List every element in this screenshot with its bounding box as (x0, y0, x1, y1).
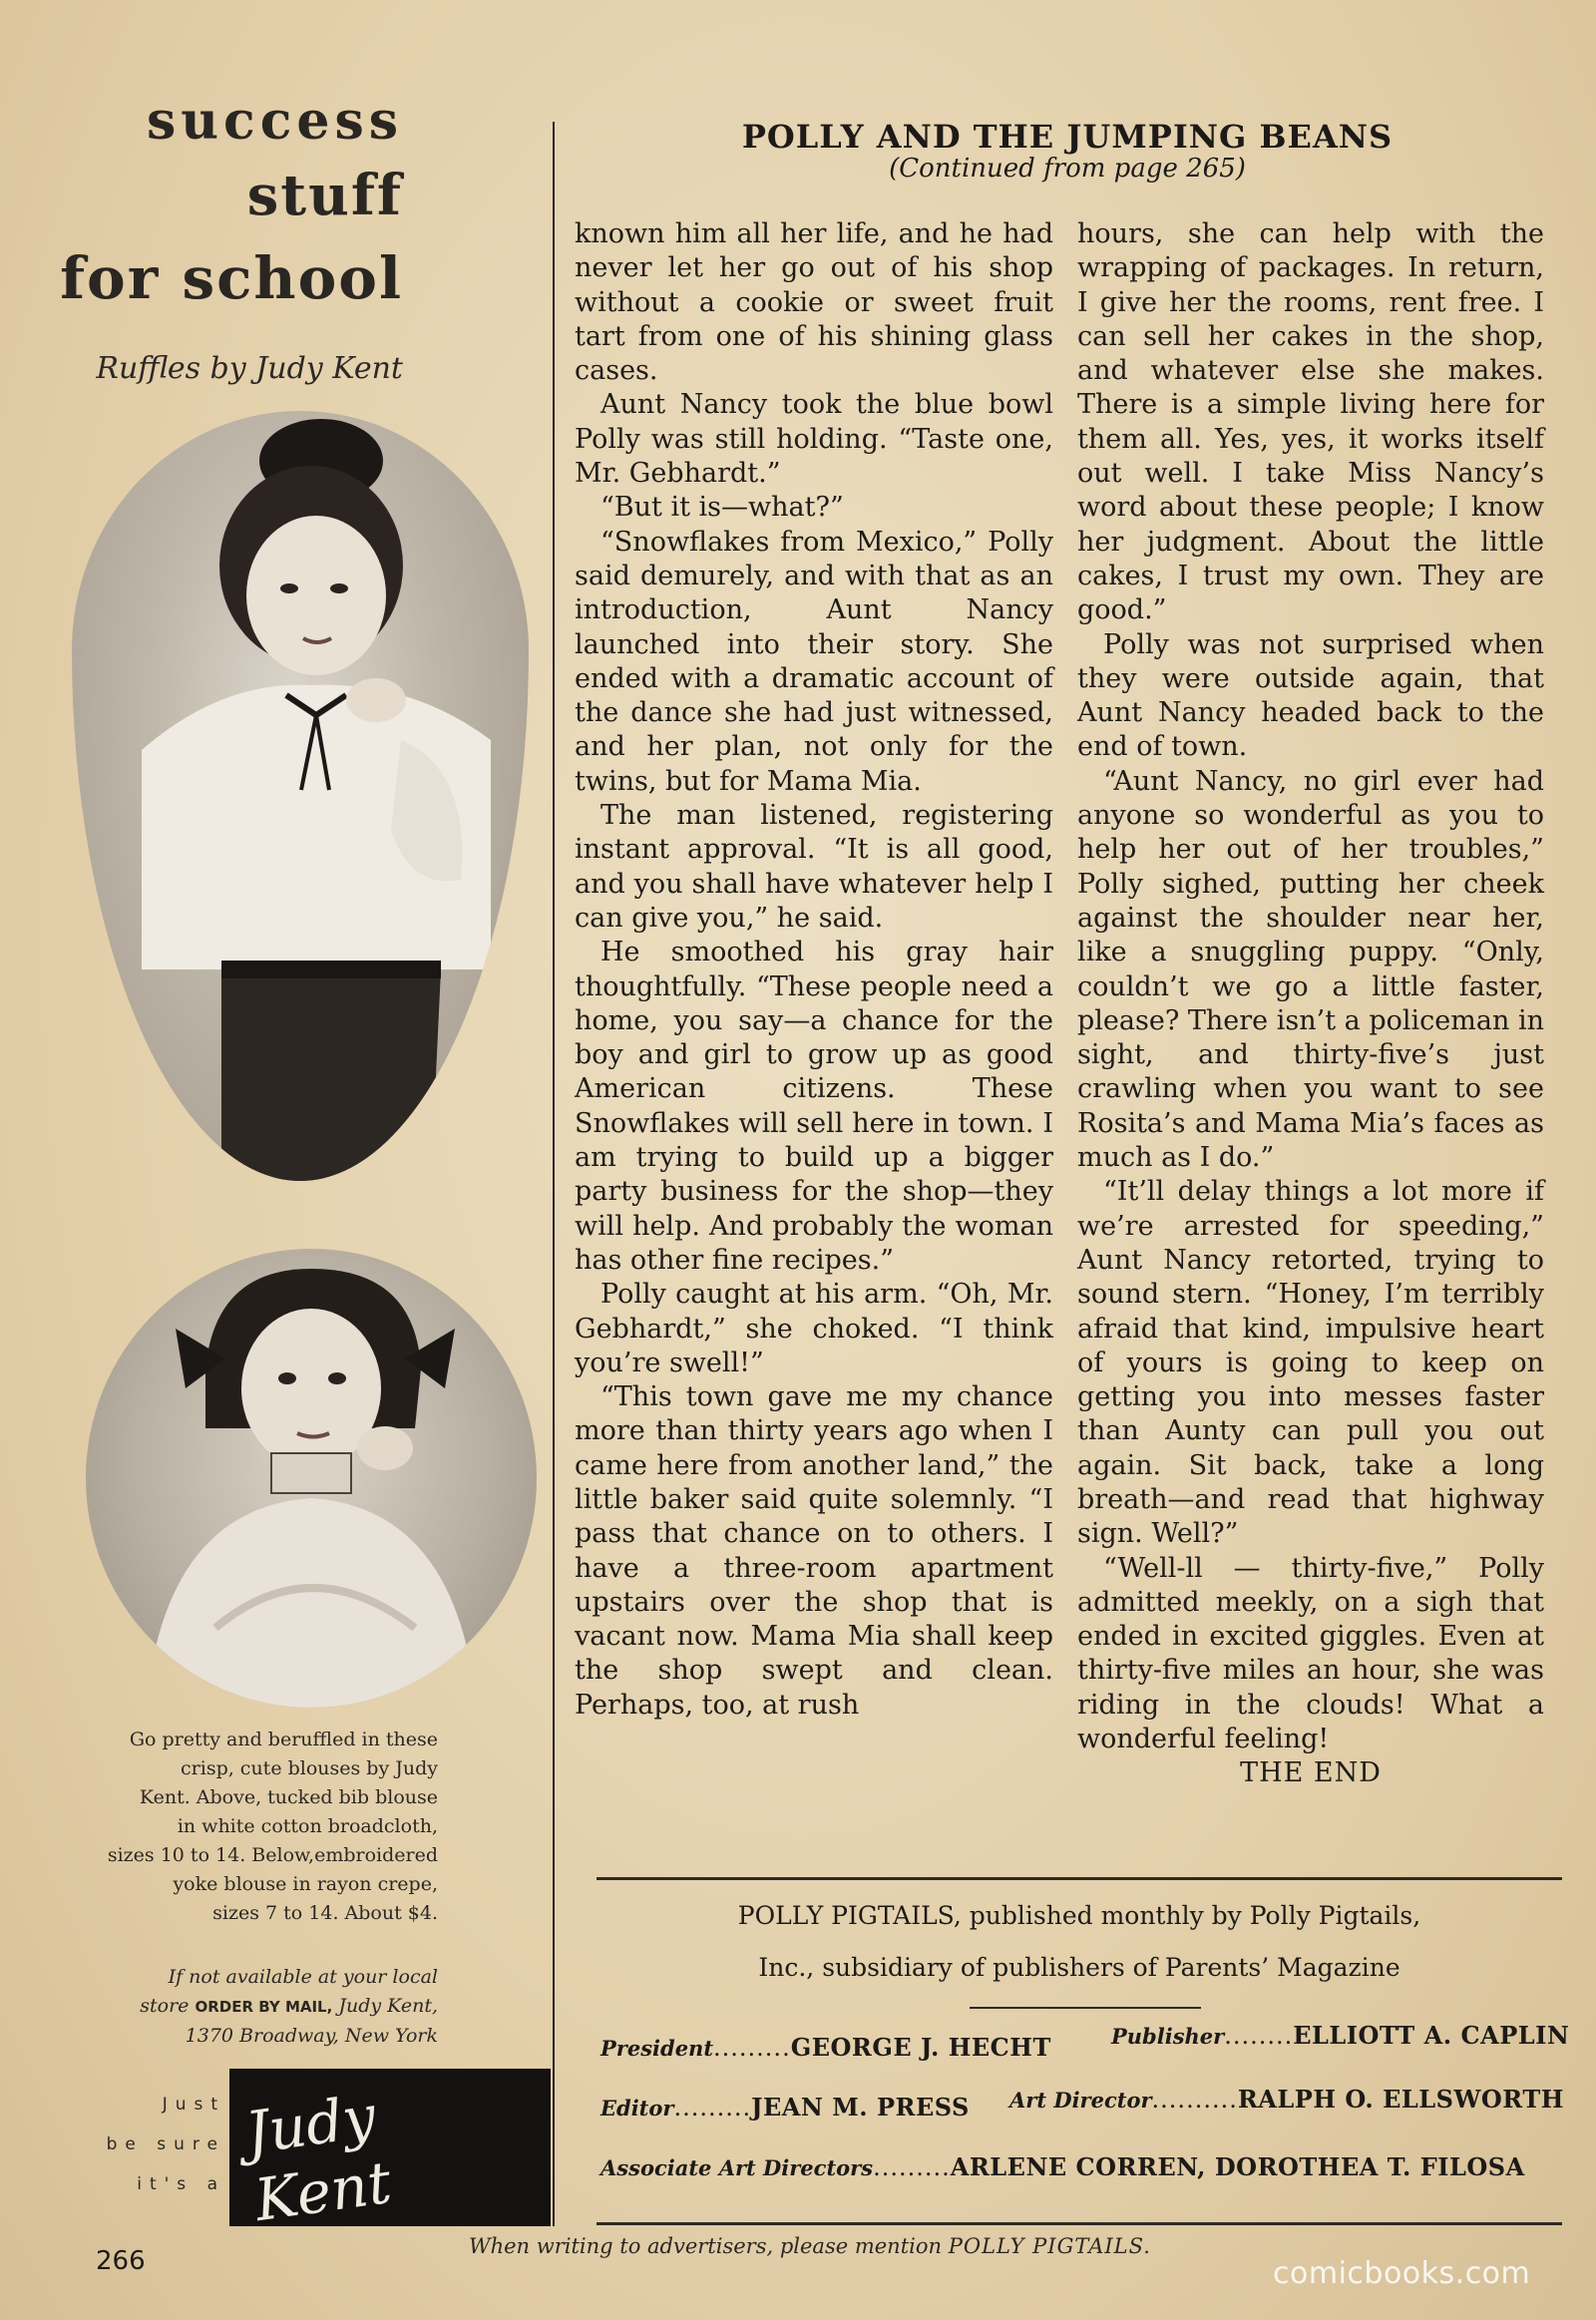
story-paragraph: “But it is—what?” (600, 492, 844, 524)
credit-name: RALPH O. ELLSWORTH (1237, 2085, 1564, 2114)
ad-order-info (64, 1963, 438, 2051)
credit-role: President (600, 2036, 714, 2061)
watermark: comicbooks.com (1273, 2256, 1531, 2291)
story-paragraph: “This town gave me my chance more than thirty years ago when I came here from another land,” the little baker said quite solemnly. “I pass that chance on to others. I have a three-room apartment upstairs over the shop that is vacant now. Mama Mia shall keep the shop swept and clean. Perhaps, too, at rush (575, 1381, 1053, 1721)
ad-caption (64, 1726, 438, 1928)
masthead-top-rule (597, 1877, 1562, 1880)
story-paragraph: “It’ll delay things a lot more if we’re arrested for speeding,” Aunt Nancy retorted, trying to sound stern. “Honey, I’m terribly afraid that kind, impulsive heart of yours is going to keep on getting you into messes faster than Aunty can pull you out again. Sit back, take a long breath—and read that highway sign. Well?” (1077, 1176, 1544, 1550)
credit-associate-art-directors: Associate Art Directors.........ARLENE CORREN, DOROTHEA T. FILOSA (600, 2152, 1525, 2181)
credit-name: GEORGE J. HECHT (790, 2033, 1051, 2062)
credit-role: Editor (600, 2096, 674, 2121)
ad-caption-line: sizes 7 to 14. About $4. (212, 1902, 438, 1924)
story-paragraph: The man listened, registering instant approval. “It is all good, and you shall have whatever help I can give you,” he said. (575, 800, 1053, 934)
model-girl-pigtails-illustration (86, 1249, 537, 1708)
credit-president: President.........GEORGE J. HECHT (600, 2033, 1051, 2062)
footer-note (469, 2234, 1151, 2258)
credit-role: Art Director (1009, 2088, 1152, 2113)
tagline-just: Just (162, 2095, 225, 2115)
ad-photo-bottom (86, 1249, 537, 1708)
ad-caption-line: yoke blouse in rayon crepe, (173, 1873, 438, 1895)
judy-kent-logo: Judy Kent (240, 2082, 396, 2235)
story-continued-note: (Continued from page 265) (889, 154, 1246, 184)
tagline-be-sure: be sure (106, 2134, 225, 2154)
credit-name: JEAN M. PRESS (751, 2093, 970, 2122)
order-line1: If not available at your local (168, 1966, 438, 1988)
story-paragraph: “Aunt Nancy, no girl ever had anyone so wonderful as you to help her out of her troubles,” Polly sighed, putting her cheek against the shoulder near her, like a snuggling puppy. “Only, couldn’t we go a little faster, please? There isn’t a policeman in sight, and thirty-five’s just crawling when you want to see Rosita’s and Mama Mia’s faces as much as I do.” (1077, 765, 1544, 1174)
ad-photo-top (72, 411, 529, 1181)
footer-note-text: When writing to advertisers, please mention (469, 2234, 943, 2258)
story-paragraph: Aunt Nancy took the blue bowl Polly was still holding. “Taste one, Mr. Gebhardt.” (575, 389, 1053, 490)
order-line2-pre: store (140, 1995, 190, 2017)
story-paragraph: Polly was not surprised when they were outside again, that Aunt Nancy headed back to the end of town. (1077, 628, 1544, 763)
story-paragraph: He smoothed his gray hair thoughtfully. “These people need a home, you say—a chance for the boy and girl to grow up as good American citizens. These Snowflakes will sell here in town. I am trying to build up a bigger party business for the shop—they will help. And probably the woman has other fine recipes.” (575, 937, 1053, 1276)
masthead-short-rule (970, 2007, 1201, 2009)
ad-subtitle: Ruffles by Judy Kent (96, 351, 403, 386)
masthead-line1: POLLY PIGTAILS, published monthly by Polly Pigtails, (737, 1901, 1421, 1930)
credit-name: ELLIOTT A. CAPLIN (1293, 2021, 1570, 2050)
ad-title-line2: stuff (246, 163, 403, 228)
story-paragraph: “Snowflakes from Mexico,” Polly said demurely, and with that as an introduction, Aunt Nancy launched into their story. She ended with a dramatic account of the dance she had just witnessed, and her plan, not only for the twins, but for Mama Mia. (575, 526, 1053, 797)
order-line2-post: Judy Kent, (338, 1995, 438, 2017)
page-number: 266 (96, 2246, 146, 2276)
order-line3: 1370 Broadway, New York (185, 2025, 438, 2047)
credit-editor: Editor.........JEAN M. PRESS (600, 2093, 970, 2122)
column-divider (553, 122, 555, 2226)
story-paragraph: “Well-ll — thirty-five,” Polly admitted meekly, on a sigh that ended in excited giggles. Even at thirty-five miles an hour, she was riding in the clouds! What a wonderful feeling! (1077, 1552, 1544, 1755)
ad-title-line3: for school (60, 244, 403, 312)
story-column-2 (1077, 217, 1544, 1791)
story-paragraph: known him all her life, and he had never let her go out of his shop without a cookie or sweet fruit tart from one of his shining glass cases. (575, 218, 1053, 387)
ad-caption-line: Kent. Above, tucked bib blouse (139, 1786, 438, 1808)
ad-caption-line: Go pretty and beruffled in these (129, 1729, 438, 1750)
order-by-mail: ORDER BY MAIL, (195, 1998, 333, 2016)
credit-role: Publisher (1111, 2024, 1225, 2049)
credit-art-director: Art Director..........RALPH O. ELLSWORTH (1009, 2085, 1564, 2114)
story-column-1 (575, 217, 1053, 1723)
credit-publisher: Publisher........ELLIOTT A. CAPLIN (1111, 2021, 1570, 2050)
model-girl-bun-illustration (72, 411, 529, 1181)
masthead-bottom-rule (597, 2222, 1562, 2225)
story-the-end: THE END (1240, 1757, 1382, 1789)
tagline-its-a: it's a (137, 2174, 225, 2194)
story-title: POLLY AND THE JUMPING BEANS (741, 118, 1394, 156)
story-paragraph: hours, she can help with the wrapping of packages. In return, I give her the rooms, rent free. I can sell her cakes in the shop, and whatever else she makes. There is a simple living here for them all. Yes, yes, it works itself out well. I take Miss Nancy’s word about these people; I know her judgment. About the little cakes, I trust my own. They are good.” (1077, 218, 1544, 626)
masthead-line2: Inc., subsidiary of publishers of Parents’ Magazine (758, 1953, 1400, 1982)
ad-caption-line: in white cotton broadcloth, (177, 1815, 438, 1837)
ad-caption-line: sizes 10 to 14. Below,embroidered (107, 1844, 438, 1866)
credit-role: Associate Art Directors (600, 2155, 874, 2180)
credit-name: ARLENE CORREN, DOROTHEA T. FILOSA (950, 2152, 1525, 2181)
footer-note-brand: POLLY PIGTAILS. (948, 2234, 1151, 2258)
ad-title-line1: success (146, 91, 403, 152)
story-paragraph: Polly caught at his arm. “Oh, Mr. Gebhardt,” she choked. “I think you’re swell!” (575, 1279, 1053, 1378)
ad-caption-line: crisp, cute blouses by Judy (181, 1757, 438, 1779)
